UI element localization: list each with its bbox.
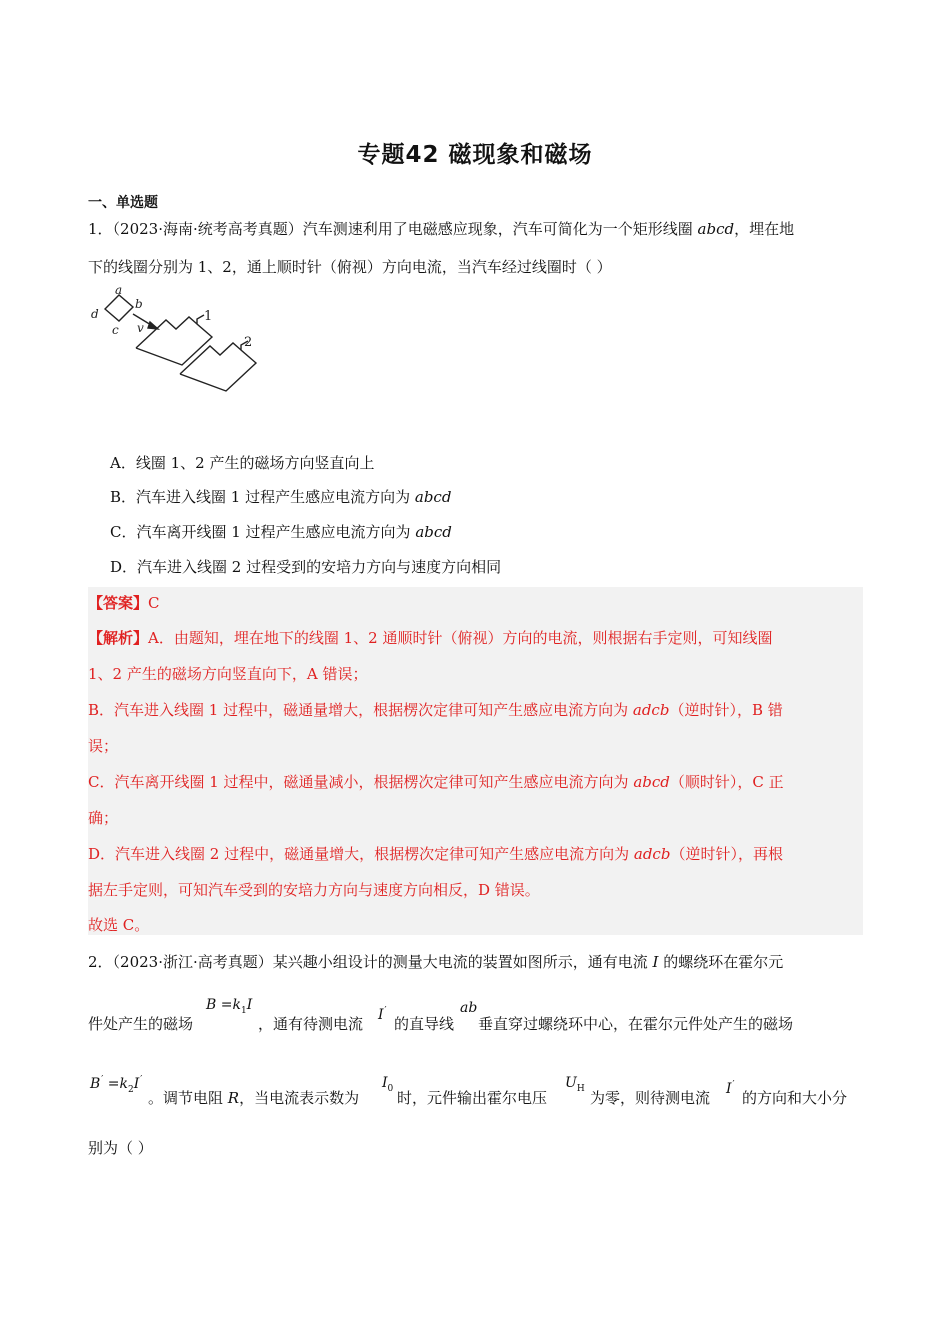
formula-bprime-k2-iprime bbox=[90, 1075, 142, 1095]
formula-symbol: I bbox=[133, 1076, 140, 1092]
formula-symbol: I bbox=[378, 1007, 384, 1023]
q1-option-d bbox=[110, 556, 501, 577]
formula-symbol: U bbox=[565, 1075, 577, 1091]
q2-text: 。调节电阻 bbox=[148, 1089, 228, 1107]
q2-line-2-b: ，通有待测电流 bbox=[258, 1015, 364, 1033]
label-c: c bbox=[112, 323, 119, 337]
formula-prime: ′ bbox=[732, 1080, 735, 1090]
q1-option-b bbox=[110, 486, 451, 507]
analysis-line-a2: 1、2 产生的磁场方向竖直向下，A 错误； bbox=[88, 665, 368, 683]
label-coil-2: 2 bbox=[244, 335, 253, 350]
option-text: D．汽车进入线圈 2 过程受到的安培力方向与速度方向相同 bbox=[110, 558, 502, 576]
q2-line-2-c: 的直导线 bbox=[394, 1015, 455, 1033]
q2-line-2-d: 垂直穿过螺绕环中心，在霍尔元件处产生的磁场 bbox=[478, 1015, 794, 1033]
formula-prime: ′ bbox=[140, 1075, 143, 1085]
label-b: b bbox=[135, 297, 143, 311]
analysis-conclusion: 故选 C。 bbox=[88, 916, 150, 934]
q2-stem-var: I bbox=[652, 953, 659, 971]
q1-stem-line-1 bbox=[88, 218, 794, 239]
q1-stem-text: 1．（2023·海南·统考高考真题）汽车测速利用了电磁感应现象，汽车可简化为一个矩形线圈 bbox=[88, 220, 698, 238]
analysis-line-c1 bbox=[88, 771, 784, 792]
section-heading: 一、单选题 bbox=[88, 195, 158, 211]
analysis-text: A．由题知，埋在地下的线圈 1、2 通顺时针（俯视）方向的电流，则根据右手定则，可知线圈 bbox=[148, 629, 773, 647]
analysis-var: abcd bbox=[633, 773, 670, 791]
q1-coil-figure bbox=[86, 282, 276, 410]
analysis-line-a1 bbox=[88, 627, 772, 648]
formula-prime: ′ bbox=[101, 1075, 104, 1085]
formula-subscript: H bbox=[576, 1084, 585, 1094]
formula-symbol: = bbox=[216, 997, 233, 1013]
formula-symbol: k bbox=[119, 1076, 129, 1092]
analysis-line-d1 bbox=[88, 843, 783, 864]
label-v: v bbox=[137, 321, 144, 335]
car-coil-shape bbox=[105, 295, 133, 321]
q2-var-r: R bbox=[227, 1089, 240, 1107]
formula-symbol: I bbox=[726, 1081, 732, 1097]
option-text: C．汽车离开线圈 1 过程产生感应电流方向为 bbox=[110, 523, 416, 541]
formula-i-prime-2 bbox=[726, 1080, 735, 1097]
formula-prime: ′ bbox=[384, 1006, 387, 1016]
analysis-text: B．汽车进入线圈 1 过程中，磁通量增大，根据楞次定律可知产生感应电流方向为 bbox=[88, 701, 633, 719]
analysis-var: adcb bbox=[633, 845, 671, 863]
analysis-line-c2: 确； bbox=[88, 809, 119, 827]
label-a: a bbox=[115, 283, 123, 297]
formula-symbol: B bbox=[206, 997, 217, 1013]
analysis-tag: 【解析】 bbox=[88, 629, 149, 647]
analysis-var: adcb bbox=[632, 701, 670, 719]
analysis-line-b1 bbox=[88, 699, 783, 720]
q1-stem-var: abcd bbox=[697, 220, 735, 238]
q1-stem-line-2: 下的线圈分别为 1、2，通上顺时针（俯视）方向电流，当汽车经过线圈时（ ） bbox=[88, 258, 612, 276]
formula-subscript: 2 bbox=[128, 1085, 134, 1095]
formula-ab bbox=[460, 1000, 477, 1016]
formula-i-prime bbox=[378, 1006, 387, 1023]
q2-stem-text: 2．（2023·浙江·高考真题）某兴趣小组设计的测量大电流的装置如图所示，通有电流 bbox=[88, 953, 653, 971]
formula-b-k1-i bbox=[206, 997, 252, 1016]
formula-uh bbox=[565, 1075, 585, 1094]
formula-symbol: = bbox=[103, 1076, 120, 1092]
q2-line-3-a bbox=[148, 1087, 359, 1108]
analysis-text-end: （逆时针），B 错 bbox=[669, 701, 783, 719]
analysis-text: D．汽车进入线圈 2 过程中，磁通量增大，根据楞次定律可知产生感应电流方向为 bbox=[88, 845, 634, 863]
answer-line bbox=[88, 592, 160, 613]
option-var: abcd bbox=[414, 488, 452, 506]
formula-subscript: 1 bbox=[240, 1006, 247, 1016]
q1-option-a bbox=[110, 452, 374, 473]
analysis-line-d2: 据左手定则，可知汽车受到的安培力方向与速度方向相反，D 错误。 bbox=[88, 881, 540, 899]
label-coil-1: 1 bbox=[204, 309, 213, 324]
option-var: abcd bbox=[415, 523, 452, 541]
q2-stem-text-end: 的螺绕环在霍尔元 bbox=[658, 953, 784, 971]
q2-stem-line-1 bbox=[88, 951, 783, 972]
option-text: B．汽车进入线圈 1 过程产生感应电流方向为 bbox=[110, 488, 415, 506]
analysis-text-end: （逆时针），再根 bbox=[670, 845, 783, 863]
answer-tag: 【答案】 bbox=[88, 594, 149, 612]
q2-line-3-c: 时，元件输出霍尔电压 bbox=[397, 1089, 548, 1107]
answer-value: C bbox=[148, 594, 160, 612]
formula-symbol: B bbox=[90, 1076, 101, 1092]
formula-symbol: k bbox=[232, 997, 241, 1013]
formula-subscript: 0 bbox=[387, 1084, 394, 1094]
q2-text: ，当电流表示数为 bbox=[239, 1089, 360, 1107]
q1-stem-text-end: ，埋在地 bbox=[734, 220, 795, 238]
formula-symbol: ab bbox=[460, 1000, 478, 1016]
analysis-text: C．汽车离开线圈 1 过程中，磁通量减小，根据楞次定律可知产生感应电流方向为 bbox=[88, 773, 634, 791]
q1-option-c bbox=[110, 521, 452, 542]
q2-line-4: 别为（ ） bbox=[88, 1139, 153, 1157]
q2-line-3-e: 的方向和大小分 bbox=[742, 1089, 848, 1107]
analysis-line-b2: 误； bbox=[88, 737, 119, 755]
label-d: d bbox=[91, 307, 99, 321]
analysis-text-end: （顺时针），C 正 bbox=[669, 773, 784, 791]
formula-symbol: I bbox=[246, 997, 253, 1013]
option-text: A．线圈 1、2 产生的磁场方向竖直向上 bbox=[110, 454, 375, 472]
q2-line-2-a: 件处产生的磁场 bbox=[88, 1015, 194, 1033]
formula-i0 bbox=[382, 1075, 393, 1094]
page-title: 专题42 磁现象和磁场 bbox=[357, 142, 593, 168]
q2-line-3-d: 为零，则待测电流 bbox=[590, 1089, 711, 1107]
formula-symbol: I bbox=[382, 1075, 388, 1091]
